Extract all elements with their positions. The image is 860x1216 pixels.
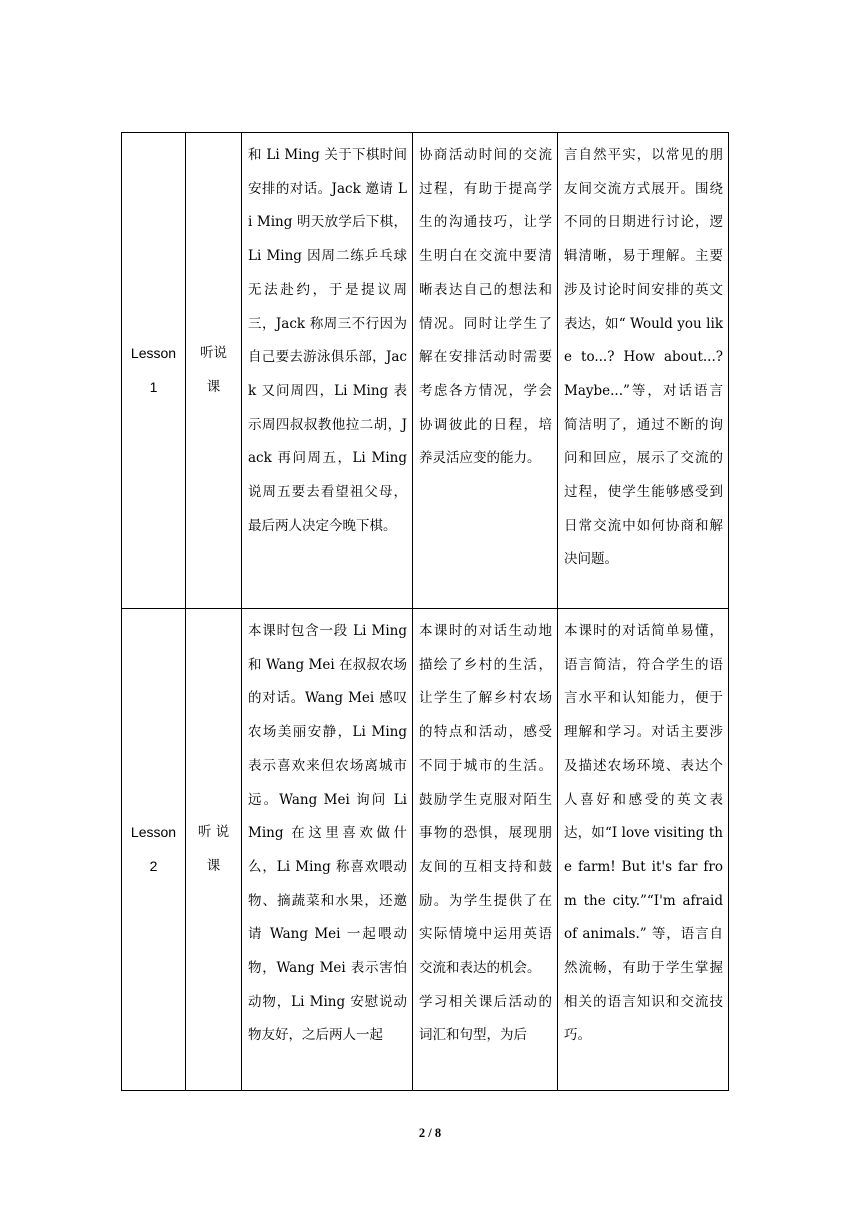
features-cell (558, 609, 729, 1091)
lesson-cell (122, 609, 186, 1091)
lesson-type-label: 听 说 课 (197, 823, 230, 874)
lesson-type-cell (186, 609, 242, 1091)
significance-text: 协商活动时间的交流过程，有助于提高学生的沟通技巧，让学生明白在交流中要清晰表达自己的想法和情况。同时让学生了解在安排活动时需要考虑各方情况，学会协调彼此的日程，培养灵活应变的能力。 (419, 147, 552, 467)
table-row (122, 133, 729, 609)
significance-text: 本课时的对话生动地描绘了乡村的生活，让学生了解乡村农场的特点和活动，感受不同于城市的生活。鼓励学生克服对陌生事物的恐惧，展现朋友间的互相支持和鼓励。为学生提供了在实际情境中运用英语交流和表达的机会。 学习相关课后活动的词汇和句型，为后 (419, 623, 552, 1044)
lesson-analysis-table (121, 132, 729, 1091)
content-cell (242, 609, 413, 1091)
content-text: 本课时包含一段 Li Ming 和 Wang Mei 在叔叔农场的对话。Wang Mei 感叹农场美丽安静，Li Ming 表示喜欢来但农场离城市远。Wang Mei 询问 Li Ming 在这里喜欢做什么，Li Ming 称喜欢喂动物、摘蔬菜和水果，还邀请 Wang Mei 一起喂动物，Wang Mei 表示害怕动物，Li Ming 安慰说动物友好，之后两人一起 (248, 623, 407, 1044)
lesson-label: Lesson 2 (130, 823, 177, 874)
lesson-type-cell (186, 133, 242, 609)
content-cell (242, 133, 413, 609)
significance-cell (413, 133, 558, 609)
features-text: 本课时的对话简单易懂，语言简洁，符合学生的语言水平和认知能力，便于理解和学习。对话主要涉及描述农场环境、表达个人喜好和感受的英文表达，如“I love visiting the farm! But it's far from the city.”“I'm afraid of animals.” 等，语言自然流畅，有助于学生掌握相关的语言知识和交流技巧。 (564, 623, 723, 1044)
lesson-label: Lesson 1 (130, 344, 177, 395)
content-text: 和 Li Ming 关于下棋时间安排的对话。Jack 邀请 Li Ming 明天放学后下棋，Li Ming 因周二练乒乓球无法赴约，于是提议周三，Jack 称周三不行因为自己要去游泳俱乐部，Jack 又问周四，Li Ming 表示周四叔叔教他拉二胡，Jack 再问周五，Li Ming 说周五要去看望祖父母，最后两人决定今晚下棋。 (248, 147, 407, 534)
features-text: 言自然平实，以常见的朋友间交流方式展开。围绕不同的日期进行讨论，逻辑清晰，易于理解。主要涉及讨论时间安排的英文表达，如“ Would you like to...? How about...? Maybe...”等，对话语言简洁明了，通过不断的询问和回应，展示了交流的过程，使学生能够感受到日常交流中如何协商和解决问题。 (564, 147, 723, 568)
lesson-type-label: 听说 课 (200, 344, 227, 395)
lesson-cell (122, 133, 186, 609)
page-number: 2 / 8 (418, 1126, 442, 1140)
features-cell (558, 133, 729, 609)
significance-cell (413, 609, 558, 1091)
table-row (122, 609, 729, 1091)
